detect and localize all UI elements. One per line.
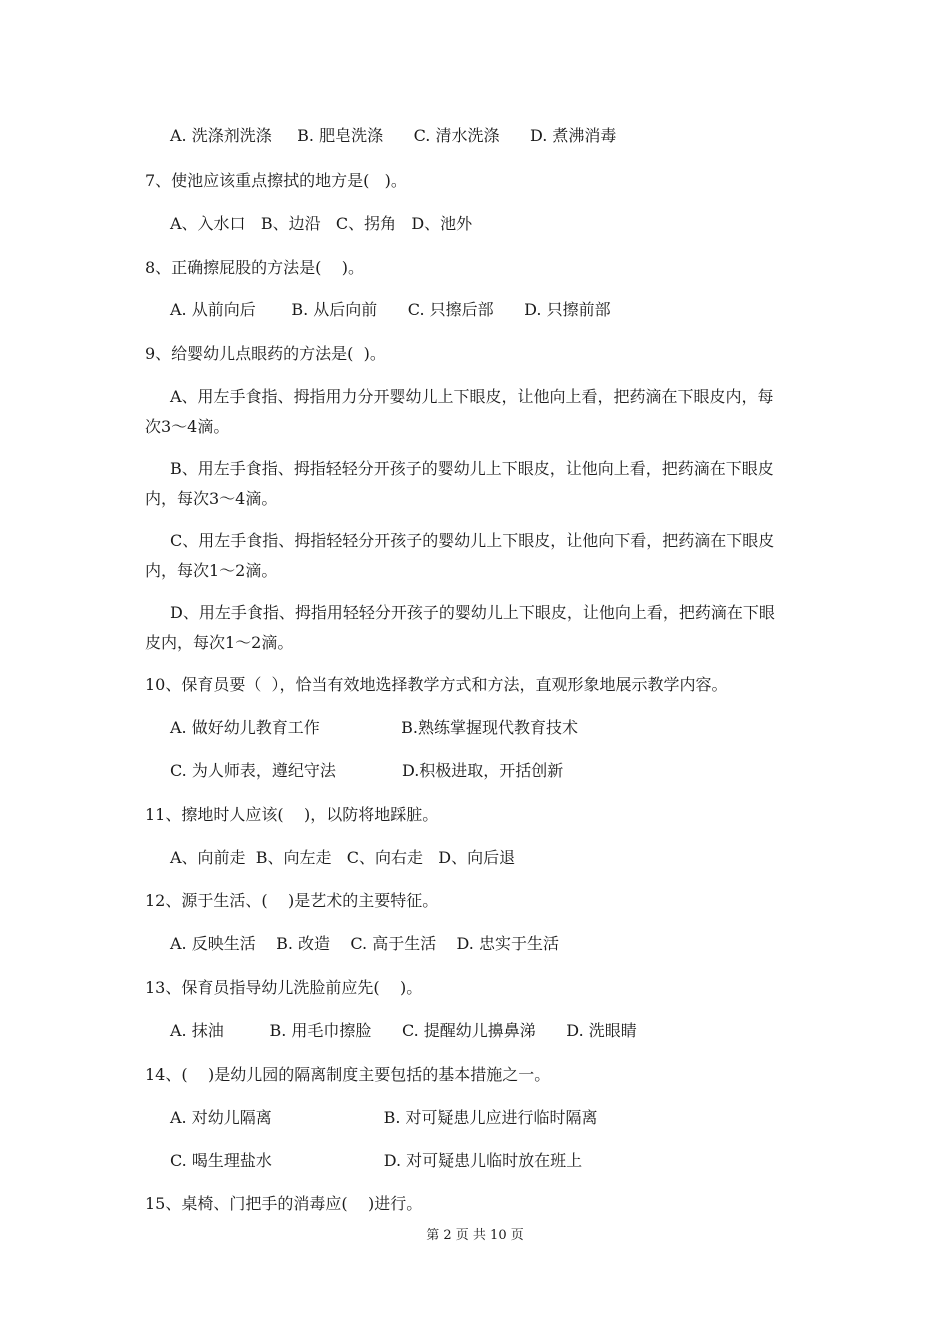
q10-options-cd: C. 为人师表，遵纪守法 D.积极进取，开括创新 <box>170 761 564 780</box>
q7-options: A、入水口 B、边沿 C、拐角 D、池外 <box>170 214 473 233</box>
q13-question: 13、保育员指导幼儿洗脸前应先( )。 <box>145 978 423 997</box>
q15-question: 15、桌椅、门把手的消毒应( )进行。 <box>145 1194 423 1213</box>
q9-option-c-line1: C、用左手食指、拇指轻轻分开孩子的婴幼儿上下眼皮，让他向下看，把药滴在下眼皮 <box>170 531 775 550</box>
q9-option-a-line1: A、用左手食指、拇指用力分开婴幼儿上下眼皮，让他向上看，把药滴在下眼皮内，每 <box>170 387 774 406</box>
q9-option-b-line1: B、用左手食指、拇指轻轻分开孩子的婴幼儿上下眼皮，让他向上看，把药滴在下眼皮 <box>170 459 774 478</box>
q12-options: A. 反映生活 B. 改造 C. 高于生活 D. 忠实于生活 <box>170 934 559 953</box>
q9-option-b-line2: 内，每次3～4滴。 <box>145 489 278 508</box>
q6-options: A. 洗涤剂洗涤 B. 肥皂洗涤 C. 清水洗涤 D. 煮沸消毒 <box>170 126 617 145</box>
q14-options-ab: A. 对幼儿隔离 B. 对可疑患儿应进行临时隔离 <box>170 1108 598 1127</box>
q14-question: 14、( )是幼儿园的隔离制度主要包括的基本措施之一。 <box>145 1065 551 1084</box>
q9-option-a-line2: 次3～4滴。 <box>145 417 230 436</box>
q9-option-d-line1: D、用左手食指、拇指用轻轻分开孩子的婴幼儿上下眼皮，让他向上看，把药滴在下眼 <box>170 603 775 622</box>
q8-options: A. 从前向后 B. 从后向前 C. 只擦后部 D. 只擦前部 <box>170 300 611 319</box>
q10-options-ab: A. 做好幼儿教育工作 B.熟练掌握现代教育技术 <box>170 718 578 737</box>
page-number-footer: 第 2 页 共 10 页 <box>426 1228 524 1243</box>
q8-question: 8、正确擦屁股的方法是( )。 <box>145 258 365 277</box>
q9-option-c-line2: 内，每次1～2滴。 <box>145 561 278 580</box>
q7-question: 7、使池应该重点擦拭的地方是( )。 <box>145 171 407 190</box>
q12-question: 12、源于生活、( )是艺术的主要特征。 <box>145 891 439 910</box>
q11-options: A、向前走 B、向左走 C、向右走 D、向后退 <box>170 848 516 867</box>
q9-question: 9、给婴幼儿点眼药的方法是( )。 <box>145 344 386 363</box>
q13-options: A. 抹油 B. 用毛巾擦脸 C. 提醒幼儿擤鼻涕 D. 洗眼睛 <box>170 1021 637 1040</box>
q11-question: 11、擦地时人应该( )，以防将地踩脏。 <box>145 805 439 824</box>
q14-options-cd: C. 喝生理盐水 D. 对可疑患儿临时放在班上 <box>170 1151 583 1170</box>
q10-question: 10、保育员要（ ），恰当有效地选择教学方式和方法，直观形象地展示教学内容。 <box>145 675 728 694</box>
q9-option-d-line2: 皮内，每次1～2滴。 <box>145 633 294 652</box>
